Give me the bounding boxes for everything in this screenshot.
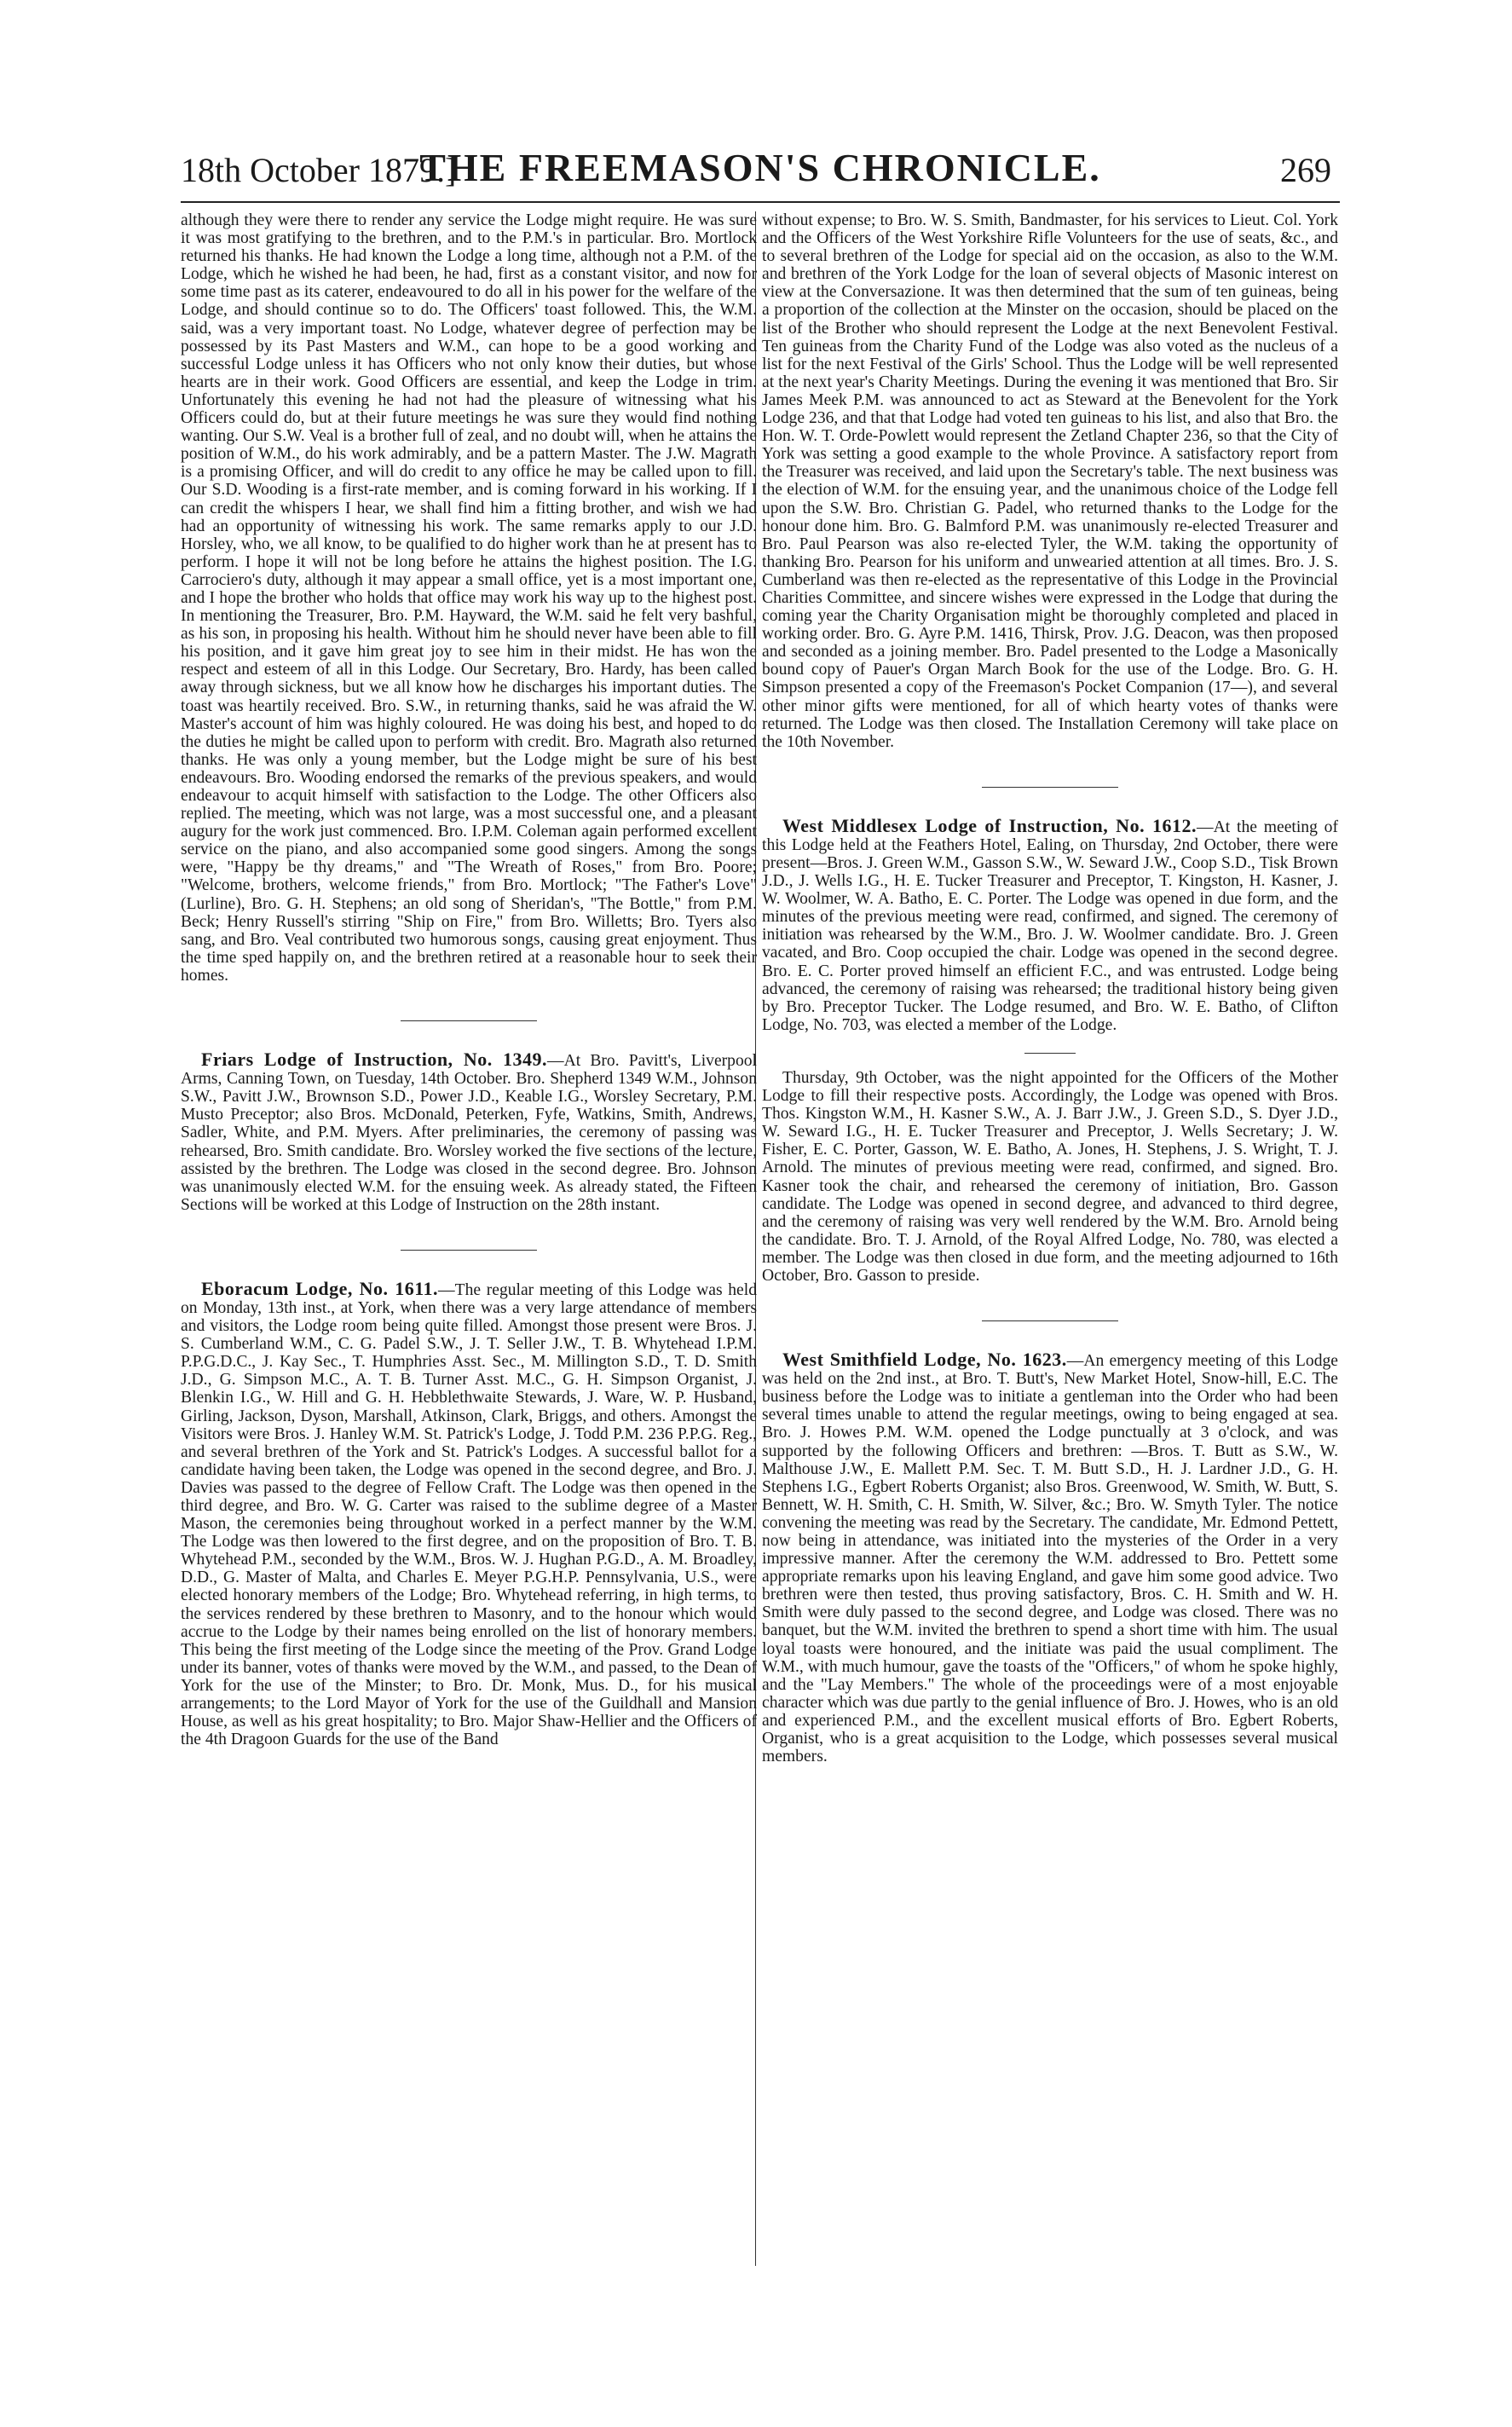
eboracum-lodge-article	[181, 1277, 757, 1749]
west-smithfield-heading: West Smithfield Lodge, No. 1623.	[782, 1349, 1067, 1371]
eboracum-lodge-section	[181, 1250, 757, 1748]
continued-eboracum-text: without expense; to Bro. W. S. Smith, Bandmaster, for his services to Lieut. Col. York and the Officers of the West Yorkshire Rifle Volunteers for the use of seats, &c., and to several brethren of the Lodge for special aid on the occasion, as also to the W.M. and brethren of the York Lodge for the loan of several objects of Masonic interest on view at the Conversazione. It was then determined that the sum of ten guineas, being a proportion of the collection at the Minster on the occasion, should be placed on the list of the Brother who should represent the Lodge at the next Benevolent Festival. Ten guineas from the Charity Fund of the Lodge was also voted as the nucleus of a list for the next Festival of the Girls' School. Thus the Lodge will be well represented at the next year's Charity Meetings. During the evening it was mentioned that Bro. Sir James Meek P.M. was announced to act as Steward at the Benevolent for the York Lodge 236, and that that Lodge had voted ten guineas to his list, and also that Bro. the Hon. W. T. Orde-Powlett would represent the Zetland Chapter 236, so that the City of York was setting a good example to the whole Province. A satisfactory report from the Treasurer was received, and laid upon the Secretary's table. The next business was the election of W.M. for the ensuing year, and the unanimous choice of the Lodge fell upon the S.W. Bro. Christian G. Padel, who returned thanks to the Lodge for the honour done him. Bro. G. Balmford P.M. was unanimously re-elected Treasurer and Bro. Paul Pearson was also re-elected Tyler, the W.M. taking the opportunity of thanking Bro. Pearson for his uniform and unwearied attention at all times. Bro. J. S. Cumberland was then re-elected as the representative of this Lodge in the Provincial Charities Committee, and sincere wishes were expressed in the Lodge that during the coming year the Charity Organisation might be thoroughly completed and placed in working order. Bro. G. Ayre P.M. 1416, Thirsk, Prov. J.G. Deacon, was then proposed and seconded as a joining member. Bro. Padel presented to the Lodge a Masonically bound copy of Pauer's Organ March Book for the use of the Lodge. Bro. G. H. Simpson presented a copy of the Freemason's Pocket Companion (17—), and several other minor gifts were mentioned, for all of which hearty votes of thanks were returned. The Lodge was then closed. The Installation Ceremony will take place on the 10th November.	[762, 211, 1338, 751]
eboracum-lodge-body: —The regular meeting of this Lodge was held on Monday, 13th inst., at York, when there was a very large attendance of members and visitors, the Lodge room being quite filled. Amongst those present were Bros. J. S. Cumberland W.M., C. G. Padel S.W., J. T. Seller J.W., T. B. Whytehead I.P.M. P.P.G.D.C., J. Kay Sec., T. Humphries Asst. Sec., M. Millington S.D., T. D. Smith J.D., G. Simpson M.C., A. T. B. Turner Asst. M.C., G. H. Simpson Organist, J. Blenkin I.G., W. Hill and G. H. Hebblethwaite Stewards, J. Ware, W. P. Husband, Girling, Jackson, Dyson, Marshall, Atkinson, Clark, Briggs, and others. Amongst the Visitors were Bros. J. Hanley W.M. St. Patrick's Lodge, J. Todd P.M. 236 P.P.G. Reg., and several brethren of the York and St. Patrick's Lodges. A successful ballot for a candidate having been taken, the Lodge was opened in the second degree, and Bro. J. Davies was passed to the degree of Fellow Craft. The Lodge was then opened in the third degree, and Bro. W. G. Carter was raised to the sublime degree of a Master Mason, the ceremonies being throughout worked in a perfect manner by the W.M. The Lodge was then lowered to the first degree, and on the proposition of Bro. T. B. Whytehead P.M., seconded by the W.M., Bros. W. J. Hughan P.G.D., A. M. Broadley, D.D., G. Master of Malta, and Charles E. Meyer P.G.H.P. Pennsylvania, U.S., were elected honorary members of the Lodge; Bro. Whytehead referring, in high terms, to the services rendered by these brethren to Masonry, and to the honour which would accrue to the Lodge by their names being enrolled on the list of honorary members. This being the first meeting of the Lodge since the meeting of the Prov. Grand Lodge under its banner, votes of thanks were moved by the W.M., and passed, to the Dean of York for the use of the Minster; to Bro. Dr. Monk, Mus. D., for his musical arrangements; to the Lord Mayor of York for the use of the Guildhall and Mansion House, as well as his great hospitality; to Bro. Major Shaw-Hellier and the Officers of the 4th Dragoon Guards for the use of the Band	[181, 1280, 757, 1749]
publication-title: THE FREEMASON'S CHRONICLE.	[419, 146, 1101, 189]
issue-date: 18th October 1879.]	[181, 151, 457, 189]
west-middlesex-body: —At the meeting of this Lodge held at the Feathers Hotel, Ealing, on Thursday, 2nd October, there were present—Bros. J. Green W.M., Gasson S.W., W. Seward J.W., Coop S.D., Tisk Brown J.D., J. Wells I.G., H. E. Tucker Treasurer and Preceptor, T. Kingston, H. Kasner, J. W. Woolmer, W. A. Batho, E. C. Porter. The Lodge was opened in due form, and the minutes of the previous meeting were read, confirmed, and signed. The ceremony of initiation was rehearsed by the W.M., Bro. J. W. Woolmer candidate. Bro. J. Green vacated, and Bro. Coop occupied the chair. Lodge was opened in the second degree. Bro. E. C. Porter proved himself an efficient F.C., and was entrusted. Lodge being advanced, the ceremony of raising was rehearsed; the traditional history being given by Bro. Preceptor Tucker. The Lodge resumed, and Bro. W. E. Batho, of Clifton Lodge, No. 703, was elected a member of the Lodge.	[762, 818, 1339, 1034]
west-smithfield-body: —An emergency meeting of this Lodge was held on the 2nd inst., at Bro. T. Butt's, New Market Hotel, Snow-hill, E.C. The business before the Lodge was to initiate a gentleman into the Order who had been several times unable to attend the regular meetings, owing to being engaged at sea. Bro. J. Howes P.M. W.M. opened the Lodge punctually at 3 o'clock, and was supported by the following Officers and brethren: —Bros. T. Butt as S.W., W. Malthouse J.W., E. Mallett P.M. Sec. T. M. Butt S.D., H. J. Lardner J.D., G. H. Stephens I.G., Egbert Roberts Organist; also Bros. Greenwood, W. Smith, W. Butt, S. Bennett, W. H. Smith, C. H. Smith, W. Silver, &c.; Bro. W. Smyth Tyler. The notice convening the meeting was read by the Secretary. The candidate, Mr. Edmond Pettett, now being in attendance, was initiated into the mysteries of the Order in a very impressive manner. After the ceremony the W.M. addressed to Bro. Pettett some appropriate remarks upon his leaving England, and gave him some good advice. Two brethren were then tested, thus proving satisfactory, Bros. C. H. Smith and W. H. Smith were duly passed to the second degree, and Lodge was closed. There was no banquet, but the W.M. invited the brethren to spend a short time with him. The usual loyal toasts were honoured, and the initiate was paid the usual compliment. The W.M., with much humour, gave the toasts of the "Officers," of whom he spoke highly, and the "Lay Members." The whole of the proceedings were of a most enjoyable character which was due partly to the genial influence of Bro. J. Howes, who is an old and experienced P.M., and the excellent musical efforts of Bro. Egbert Roberts, Organist, who is a great acquisition to the Lodge, which possesses several musical members.	[762, 1352, 1338, 1766]
masthead-rule	[181, 201, 1340, 203]
west-smithfield-article	[762, 1350, 1338, 1765]
west-middlesex-heading: West Middlesex Lodge of Instruction, No. 1612.	[782, 814, 1197, 836]
friars-lodge-section	[181, 1020, 757, 1214]
page-number: 269	[1280, 151, 1331, 189]
section-divider	[982, 787, 1118, 788]
west-middlesex-body-continued: Thursday, 9th October, was the night appointed for the Officers of the Mother Lodge to fill their respective posts. Accordingly, the Lodge was opened with Bros. Thos. Kingston W.M., H. Kasner S.W., A. J. Barr J.W., J. Green S.D., S. Dyer J.D., W. Seward I.G., H. E. Tucker Treasurer and Preceptor, J. Wells Secretary; J. W. Fisher, E. C. Porter, Gasson, W. E. Batho, A. Jones, H. Stephens, J. S. Wright, T. J. Arnold. The minutes of previous meeting were read, confirmed, and signed. Bro. Kasner took the chair, and rehearsed the ceremony of initiation, Bro. Gasson candidate. The Lodge was opened in second degree, and advanced to third degree, and the ceremony of raising was very well rendered by the W.M. Bro. Arnold being the candidate. Bro. T. J. Arnold, of the Royal Alfred Lodge, No. 780, was elected a member. The Lodge was then closed in due form, and the meeting adjourned to 16th October, Bro. Gasson to preside.	[762, 1068, 1338, 1285]
friars-lodge-body: —At Bro. Pavitt's, Liverpool Arms, Canning Town, on Tuesday, 14th October. Bro. Shepherd 1349 W.M., Johnson S.W., Pavitt J.W., Brownson S.D., Power J.D., Keable I.G., Worsley Secretary, P.M. Musto Preceptor; also Bros. McDonald, Peterken, Fyfe, Watkins, Smith, Andrews, Sadler, White, and P.M. Myers. After preliminaries, the ceremony of passing was rehearsed, Bro. Smith candidate. Bro. Worsley worked the five sections of the lecture, assisted by the brethren. The Lodge was closed in the second degree. Bro. Johnson was unanimously elected W.M. for the ensuing week. As already stated, the Fifteen Sections will be worked at this Lodge of Instruction on the 28th instant.	[181, 1052, 757, 1214]
right-column	[762, 211, 1338, 1765]
section-divider	[401, 1020, 537, 1021]
eboracum-lodge-heading: Eboracum Lodge, No. 1611.	[201, 1277, 439, 1299]
friars-lodge-article	[181, 1050, 757, 1214]
section-divider	[401, 1250, 537, 1251]
friars-lodge-heading: Friars Lodge of Instruction, No. 1349.	[201, 1049, 547, 1071]
section-divider	[982, 1320, 1118, 1321]
short-divider	[1024, 1053, 1076, 1054]
west-smithfield-section	[762, 1320, 1338, 1765]
west-middlesex-section	[762, 787, 1338, 1285]
continued-article-text: although they were there to render any service the Lodge might require. He was sure it was most gratifying to the brethren, and to the P.M.'s in particular. Bro. Mortlock returned his thanks. He had known the Lodge a long time, although not a P.M. of the Lodge, which he wished he had been, he had, first as a constant visitor, and now for some time past as its caterer, endeavoured to do all in his power for the welfare of the Lodge, and should continue so to do. The Officers' toast followed. This, the W.M. said, was a very important toast. No Lodge, whatever degree of perfection may be possessed by its Past Masters and W.M., can hope to be a good working and successful Lodge unless it has Officers who not only know their duties, but whose hearts are in their work. Good Officers are essential, and keep the Lodge in trim. Unfortunately this evening he had not had the pleasure of witnessing what his Officers could do, but at their future meetings he was sure they would find nothing wanting. Our S.W. Veal is a brother full of zeal, and no doubt will, when he attains the position of W.M., do his work admirably, and be a pattern Master. The J.W. Magrath is a promising Officer, and will do credit to any office he may be called upon to fill. Our S.D. Wooding is a first-rate member, and is coming forward in his working. If I can credit the whispers I hear, we shall find him a fitting brother, and wish we had had an opportunity of witnessing his work. The same remarks apply to our J.D. Horsley, who, we all know, to be qualified to do higher work than he at present has to perform. I hope it will not be long before he attains the highest position. The I.G. Carrociero's duty, although it may appear a small office, yet is a most important one, and I hope the brother who holds that office may work his way up to the highest post. In mentioning the Treasurer, Bro. P.M. Hayward, the W.M. said he felt very bashful, as his son, in proposing his health. Without him he should never have been able to fill his position, and it gave him great joy to see him in their midst. He has won the respect and esteem of all in this Lodge. Our Secretary, Bro. Hardy, has been called away through sickness, but we all know how he discharges his important duties. The toast was heartily received. Bro. S.W., in returning thanks, said he was afraid the W. Master's account of him was highly coloured. He was doing his best, and hoped to do the duties he might be called upon to perform with credit. Bro. Magrath also returned thanks. He was only a young member, but the Lodge might be sure of his best endeavours. Bro. Wooding endorsed the remarks of the previous speakers, and would endeavour to acquit himself with satisfaction to the Lodge. The other Officers also replied. The meeting, which was not large, was a most successful one, and a pleasant augury for the work just commenced. Bro. I.P.M. Coleman again performed excellent service on the piano, and also accompanied some good singers. Among the songs were, "Happy be thy dreams," and "The Wreath of Roses," from Bro. Poore; "Welcome, brothers, welcome friends," from Bro. Mortlock; "The Father's Love" (Lurline), Bro. G. H. Stephens; an old song of Sheridan's, "The Bottle," from P.M. Beck; Henry Russell's stirring "Ship on Fire," from Bro. Willetts; Bro. Tyers also sang, and Bro. Veal contributed two humorous songs, causing great enjoyment. Thus the time sped happily on, and the brethren retired at a reasonable hour to seek their homes.	[181, 211, 757, 985]
masthead	[181, 145, 1340, 196]
left-column	[181, 211, 757, 1748]
west-middlesex-article	[762, 814, 1339, 1034]
